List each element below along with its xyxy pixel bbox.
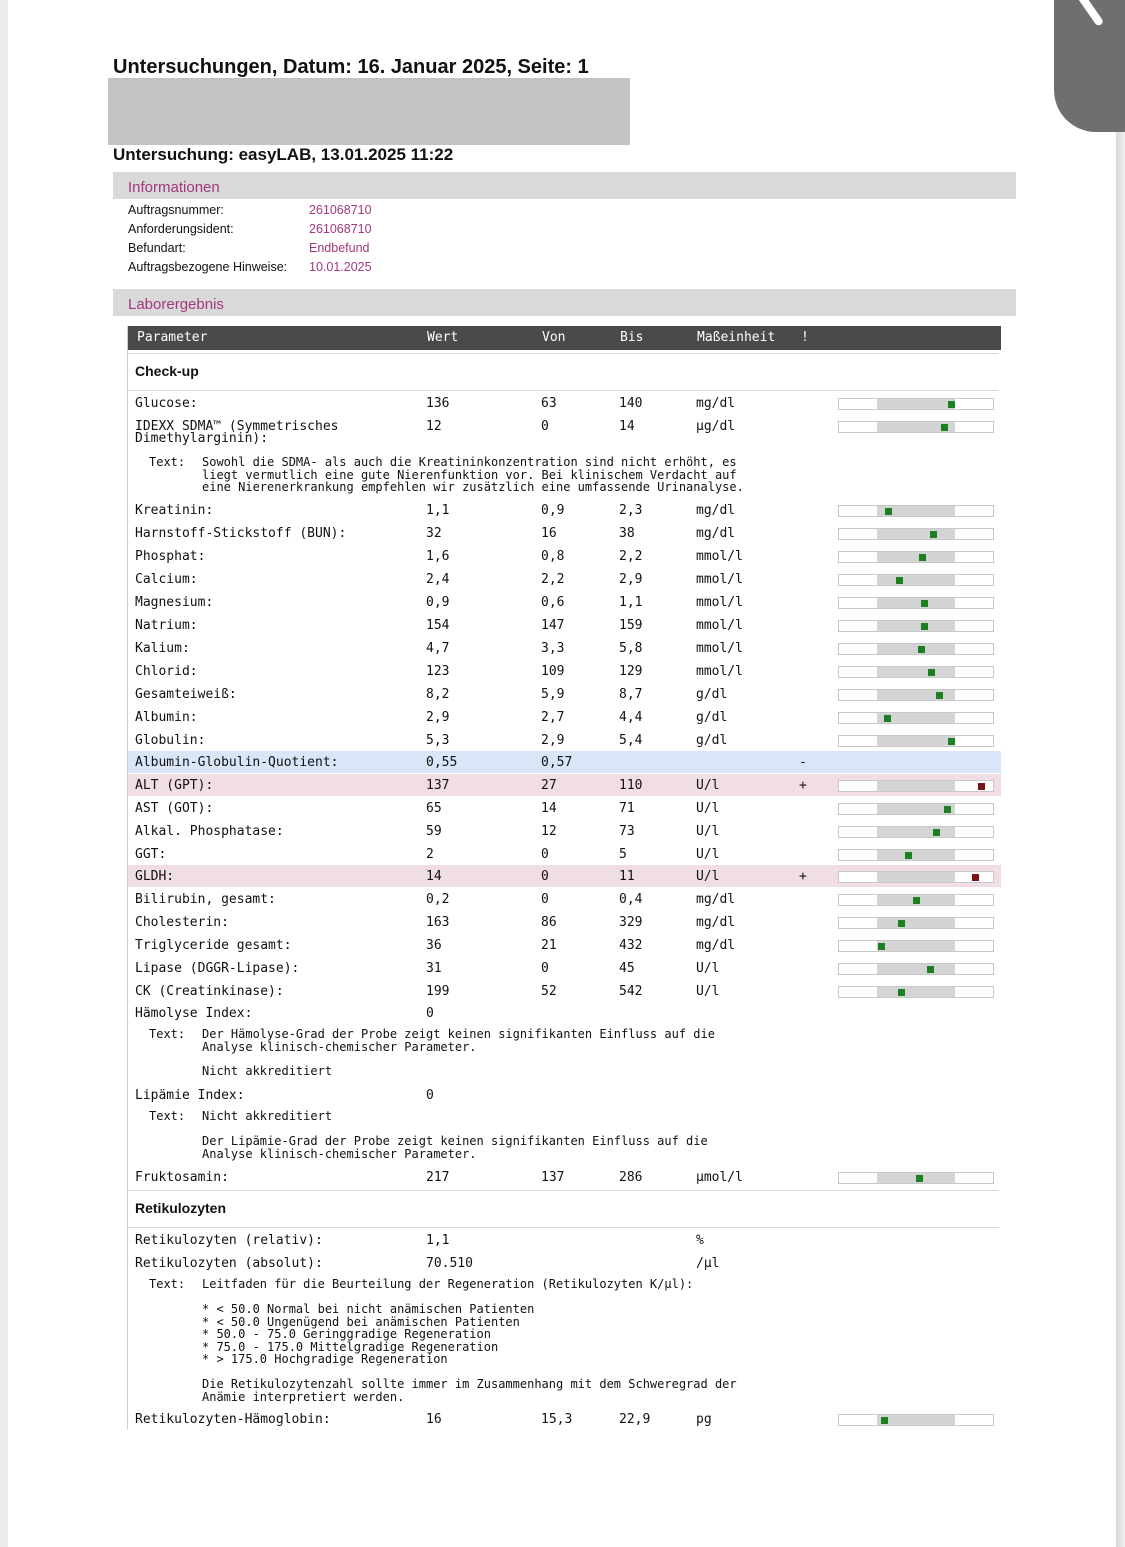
range-bar bbox=[838, 551, 994, 563]
param-min: 63 bbox=[541, 396, 557, 411]
param-value: 70.510 bbox=[426, 1256, 473, 1271]
param-name: ALT (GPT): bbox=[135, 778, 214, 793]
range-bar-normal-zone bbox=[877, 598, 955, 608]
param-name: Phosphat: bbox=[135, 549, 206, 564]
param-name: Cholesterin: bbox=[135, 915, 229, 930]
lab-section-title: Laborergebnis bbox=[128, 296, 224, 313]
note-lipaemie: Der Lipämie-Grad der Probe zeigt keinen signifikanten Einfluss auf die Analyse klinisch-chemischer Parameter. bbox=[202, 1134, 708, 1161]
range-bar bbox=[838, 666, 994, 678]
table-row bbox=[128, 683, 1001, 705]
param-min: 0 bbox=[541, 892, 549, 907]
info-label: Auftragsbezogene Hinweise: bbox=[128, 260, 288, 274]
table-row bbox=[128, 545, 1001, 567]
range-marker bbox=[905, 852, 912, 859]
param-max: 432 bbox=[619, 938, 643, 953]
range-marker bbox=[936, 692, 943, 699]
range-bar-normal-zone bbox=[877, 575, 955, 585]
param-name: Alkal. Phosphatase: bbox=[135, 824, 284, 839]
param-value: 0 bbox=[426, 1006, 434, 1021]
col-einheit: Maßeinheit bbox=[697, 330, 776, 345]
param-name: Fruktosamin: bbox=[135, 1170, 229, 1185]
col-wert: Wert bbox=[427, 330, 459, 345]
param-min: 0,9 bbox=[541, 503, 565, 518]
table-row bbox=[128, 392, 1001, 414]
note-retik-list: * < 50.0 Normal bei nicht anämischen Patienten * < 50.0 Ungenügend bei anämischen Patienten * 50.0 - 75.0 Geringgradige Regeneration * 75.0 - 175.0 Mittelgradige Regeneration * > 175.0 Hochgradige Regeneration bbox=[202, 1302, 535, 1366]
info-label: Befundart: bbox=[128, 241, 186, 255]
table-row bbox=[128, 865, 1001, 887]
param-min: 86 bbox=[541, 915, 557, 930]
param-name: Natrium: bbox=[135, 618, 198, 633]
param-unit: U/l bbox=[696, 801, 720, 816]
param-min: 2,7 bbox=[541, 710, 565, 725]
col-von: Von bbox=[542, 330, 566, 345]
param-value: 137 bbox=[426, 778, 450, 793]
range-bar bbox=[838, 826, 994, 838]
param-max: 286 bbox=[619, 1170, 643, 1185]
param-value: 199 bbox=[426, 984, 450, 999]
range-marker bbox=[898, 920, 905, 927]
range-bar-normal-zone bbox=[877, 987, 955, 997]
param-max: 71 bbox=[619, 801, 635, 816]
param-unit: mg/dl bbox=[696, 892, 736, 907]
table-row bbox=[128, 499, 1001, 521]
table-row bbox=[128, 1408, 1001, 1430]
lab-results-table bbox=[127, 326, 1001, 1430]
param-name: Albumin: bbox=[135, 710, 198, 725]
note-sdma: Sowohl die SDMA- als auch die Kreatininkonzentration sind nicht erhöht, es liegt vermutlich eine gute Nierenfunktion vor. Bei klinischem Verdacht auf eine Nierenerkrankung empfehlen wir zusätzlich eine umfassende Urinanalyse. bbox=[202, 455, 744, 494]
param-unit: % bbox=[696, 1233, 704, 1248]
param-value: 12 bbox=[426, 419, 442, 434]
param-value: 1,1 bbox=[426, 503, 450, 518]
param-max: 140 bbox=[619, 396, 643, 411]
param-unit: U/l bbox=[696, 778, 720, 793]
group-check-up bbox=[128, 353, 999, 391]
corner-overlay bbox=[1054, 0, 1125, 132]
param-name: Gesamteiweiß: bbox=[135, 687, 237, 702]
range-marker bbox=[927, 966, 934, 973]
param-unit: mg/dl bbox=[696, 503, 736, 518]
range-bar bbox=[838, 505, 994, 517]
range-bar-normal-zone bbox=[877, 552, 955, 562]
param-name: IDEXX SDMA™ (Symmetrisches bbox=[135, 419, 339, 434]
range-bar bbox=[838, 780, 994, 792]
param-name-cont: Dimethylarginin): bbox=[135, 431, 269, 446]
param-max: 8,7 bbox=[619, 687, 643, 702]
col-parameter: Parameter bbox=[137, 330, 208, 345]
param-name: Retikulozyten-Hämoglobin: bbox=[135, 1412, 331, 1427]
param-flag: - bbox=[799, 755, 807, 770]
param-min: 12 bbox=[541, 824, 557, 839]
param-name: Globulin: bbox=[135, 733, 206, 748]
info-value: 261068710 bbox=[309, 203, 372, 217]
range-bar-normal-zone bbox=[877, 399, 955, 409]
param-value: 163 bbox=[426, 915, 450, 930]
table-row bbox=[128, 1166, 1001, 1188]
param-min: 0,8 bbox=[541, 549, 565, 564]
param-flag: + bbox=[799, 778, 807, 793]
note-label: Text: bbox=[149, 1277, 186, 1291]
param-name: Calcium: bbox=[135, 572, 198, 587]
param-unit: g/dl bbox=[696, 733, 728, 748]
param-unit: µg/dl bbox=[696, 419, 736, 434]
range-bar bbox=[838, 871, 994, 883]
range-bar bbox=[838, 398, 994, 410]
table-row bbox=[128, 1002, 1001, 1024]
param-min: 21 bbox=[541, 938, 557, 953]
table-row bbox=[128, 911, 1001, 933]
range-bar bbox=[838, 689, 994, 701]
range-bar-normal-zone bbox=[877, 667, 955, 677]
param-unit: mg/dl bbox=[696, 396, 736, 411]
param-value: 14 bbox=[426, 869, 442, 884]
range-bar-normal-zone bbox=[877, 872, 955, 882]
note-label: Text: bbox=[149, 1109, 186, 1123]
param-unit: g/dl bbox=[696, 687, 728, 702]
range-bar bbox=[838, 597, 994, 609]
table-row bbox=[128, 797, 1001, 819]
param-value: 59 bbox=[426, 824, 442, 839]
range-marker bbox=[884, 715, 891, 722]
param-max: 329 bbox=[619, 915, 643, 930]
range-bar bbox=[838, 620, 994, 632]
param-unit: mmol/l bbox=[696, 664, 743, 679]
range-bar bbox=[838, 574, 994, 586]
param-min: 137 bbox=[541, 1170, 565, 1185]
range-bar bbox=[838, 735, 994, 747]
range-bar bbox=[838, 917, 994, 929]
param-min: 0 bbox=[541, 419, 549, 434]
param-min: 0 bbox=[541, 869, 549, 884]
param-name: Harnstoff-Stickstoff (BUN): bbox=[135, 526, 347, 541]
range-bar-normal-zone bbox=[877, 781, 955, 791]
range-marker bbox=[881, 1417, 888, 1424]
param-value: 2,9 bbox=[426, 710, 450, 725]
table-row bbox=[128, 957, 1001, 979]
param-value: 2,4 bbox=[426, 572, 450, 587]
param-value: 0,55 bbox=[426, 755, 458, 770]
table-row bbox=[128, 637, 1001, 659]
table-row bbox=[128, 1252, 1001, 1274]
param-value: 0,9 bbox=[426, 595, 450, 610]
param-value: 32 bbox=[426, 526, 442, 541]
param-min: 0,6 bbox=[541, 595, 565, 610]
param-max: 2,9 bbox=[619, 572, 643, 587]
note-retik-end: Die Retikulozytenzahl sollte immer im Zusammenhang mit dem Schweregrad der Anämie interpretiert werden. bbox=[202, 1377, 737, 1404]
table-row bbox=[128, 980, 1001, 1002]
range-marker bbox=[878, 943, 885, 950]
range-bar-normal-zone bbox=[877, 690, 955, 700]
param-name: Glucose: bbox=[135, 396, 198, 411]
range-bar-normal-zone bbox=[877, 850, 955, 860]
param-name: Bilirubin, gesamt: bbox=[135, 892, 276, 907]
info-value: Endbefund bbox=[309, 241, 370, 255]
table-header bbox=[128, 326, 1001, 350]
range-bar bbox=[838, 1172, 994, 1184]
param-name: CK (Creatinkinase): bbox=[135, 984, 284, 999]
param-max: 11 bbox=[619, 869, 635, 884]
param-max: 2,2 bbox=[619, 549, 643, 564]
param-unit: U/l bbox=[696, 869, 720, 884]
param-unit: U/l bbox=[696, 824, 720, 839]
param-max: 5 bbox=[619, 847, 627, 862]
param-max: 4,4 bbox=[619, 710, 643, 725]
param-value: 0,2 bbox=[426, 892, 450, 907]
table-row bbox=[128, 888, 1001, 910]
table-row bbox=[128, 1229, 1001, 1251]
range-marker bbox=[896, 577, 903, 584]
param-unit: mmol/l bbox=[696, 618, 743, 633]
table-row bbox=[128, 568, 1001, 590]
range-marker bbox=[918, 646, 925, 653]
lab-section-bar bbox=[113, 289, 1016, 316]
param-name: Chlorid: bbox=[135, 664, 198, 679]
range-bar bbox=[838, 940, 994, 952]
note-label: Text: bbox=[149, 1027, 186, 1041]
table-row bbox=[128, 843, 1001, 865]
range-bar bbox=[838, 528, 994, 540]
range-bar bbox=[838, 1414, 994, 1426]
range-bar-normal-zone bbox=[877, 964, 955, 974]
range-bar-normal-zone bbox=[877, 1415, 955, 1425]
param-name: GGT: bbox=[135, 847, 167, 862]
param-max: 38 bbox=[619, 526, 635, 541]
table-row bbox=[128, 934, 1001, 956]
range-marker bbox=[921, 623, 928, 630]
table-row bbox=[128, 706, 1001, 728]
range-bar bbox=[838, 803, 994, 815]
param-unit: U/l bbox=[696, 847, 720, 862]
info-value: 261068710 bbox=[309, 222, 372, 236]
range-marker bbox=[933, 829, 940, 836]
info-section-title: Informationen bbox=[128, 179, 220, 196]
param-name: Albumin-Globulin-Quotient: bbox=[135, 755, 339, 770]
param-min: 5,9 bbox=[541, 687, 565, 702]
range-marker bbox=[930, 531, 937, 538]
param-name: Hämolyse Index: bbox=[135, 1006, 253, 1021]
table-row bbox=[128, 1084, 1001, 1106]
param-min: 2,9 bbox=[541, 733, 565, 748]
range-bar bbox=[838, 849, 994, 861]
param-name: Retikulozyten (relativ): bbox=[135, 1233, 323, 1248]
table-row bbox=[128, 729, 1001, 751]
note-haemolyse-akk: Nicht akkreditiert bbox=[202, 1064, 333, 1078]
note-retik-intro: Leitfaden für die Beurteilung der Regeneration (Retikulozyten K/µl): bbox=[202, 1277, 694, 1291]
table-row bbox=[128, 751, 1001, 773]
group-title: Retikulozyten bbox=[135, 1200, 227, 1216]
range-marker bbox=[913, 897, 920, 904]
range-bar bbox=[838, 963, 994, 975]
param-value: 31 bbox=[426, 961, 442, 976]
group-title: Check-up bbox=[135, 363, 199, 379]
range-bar-normal-zone bbox=[877, 529, 955, 539]
param-value: 4,7 bbox=[426, 641, 450, 656]
info-value: 10.01.2025 bbox=[309, 260, 372, 274]
param-max: 0,4 bbox=[619, 892, 643, 907]
param-value: 16 bbox=[426, 1412, 442, 1427]
range-bar-normal-zone bbox=[877, 621, 955, 631]
param-name: Kreatinin: bbox=[135, 503, 214, 518]
param-unit: mg/dl bbox=[696, 915, 736, 930]
page-title: Untersuchungen, Datum: 16. Januar 2025, Seite: 1 bbox=[113, 56, 589, 78]
range-bar-normal-zone bbox=[877, 736, 955, 746]
note-haemolyse: Der Hämolyse-Grad der Probe zeigt keinen signifikanten Einfluss auf die Analyse klinisch-chemischer Parameter. bbox=[202, 1027, 715, 1054]
note-label: Text: bbox=[149, 455, 186, 469]
param-value: 0 bbox=[426, 1088, 434, 1103]
param-unit: mmol/l bbox=[696, 595, 743, 610]
param-max: 1,1 bbox=[619, 595, 643, 610]
param-name: GLDH: bbox=[135, 869, 175, 884]
param-name: Magnesium: bbox=[135, 595, 214, 610]
param-min: 0,57 bbox=[541, 755, 573, 770]
range-marker bbox=[948, 401, 955, 408]
exam-title: Untersuchung: easyLAB, 13.01.2025 11:22 bbox=[113, 145, 454, 164]
param-unit: mmol/l bbox=[696, 572, 743, 587]
range-bar bbox=[838, 421, 994, 433]
param-min: 0 bbox=[541, 847, 549, 862]
note-lipaemie-akk: Nicht akkreditiert bbox=[202, 1109, 333, 1123]
param-max: 22,9 bbox=[619, 1412, 651, 1427]
page-edge-shadow bbox=[1116, 0, 1125, 1547]
param-value: 65 bbox=[426, 801, 442, 816]
range-bar-normal-zone bbox=[877, 827, 955, 837]
table-row bbox=[128, 660, 1001, 682]
range-bar-normal-zone bbox=[877, 918, 955, 928]
range-marker bbox=[919, 554, 926, 561]
range-marker bbox=[898, 989, 905, 996]
range-marker bbox=[916, 1175, 923, 1182]
param-max: 110 bbox=[619, 778, 643, 793]
param-min: 16 bbox=[541, 526, 557, 541]
param-max: 159 bbox=[619, 618, 643, 633]
range-bar bbox=[838, 643, 994, 655]
param-name: Kalium: bbox=[135, 641, 190, 656]
param-value: 36 bbox=[426, 938, 442, 953]
param-unit: /µl bbox=[696, 1256, 720, 1271]
param-unit: mg/dl bbox=[696, 526, 736, 541]
param-unit: pg bbox=[696, 1412, 712, 1427]
group-retikulozyten bbox=[128, 1190, 999, 1228]
param-value: 1,6 bbox=[426, 549, 450, 564]
param-unit: µmol/l bbox=[696, 1170, 743, 1185]
param-value: 1,1 bbox=[426, 1233, 450, 1248]
info-label: Anforderungsident: bbox=[128, 222, 234, 236]
param-max: 542 bbox=[619, 984, 643, 999]
table-row bbox=[128, 591, 1001, 613]
param-min: 15,3 bbox=[541, 1412, 573, 1427]
param-unit: U/l bbox=[696, 984, 720, 999]
param-unit: mg/dl bbox=[696, 938, 736, 953]
param-value: 154 bbox=[426, 618, 450, 633]
range-marker bbox=[948, 738, 955, 745]
range-marker bbox=[941, 424, 948, 431]
col-flag: ! bbox=[801, 330, 809, 345]
param-max: 45 bbox=[619, 961, 635, 976]
range-bar bbox=[838, 712, 994, 724]
param-unit: U/l bbox=[696, 961, 720, 976]
param-max: 129 bbox=[619, 664, 643, 679]
param-unit: mmol/l bbox=[696, 641, 743, 656]
param-min: 27 bbox=[541, 778, 557, 793]
range-bar bbox=[838, 894, 994, 906]
param-min: 2,2 bbox=[541, 572, 565, 587]
param-value: 2 bbox=[426, 847, 434, 862]
param-min: 52 bbox=[541, 984, 557, 999]
param-min: 0 bbox=[541, 961, 549, 976]
table-row bbox=[128, 774, 1001, 796]
param-value: 123 bbox=[426, 664, 450, 679]
info-section-bar bbox=[113, 172, 1016, 199]
range-bar-normal-zone bbox=[877, 644, 955, 654]
param-max: 14 bbox=[619, 419, 635, 434]
range-marker bbox=[978, 783, 985, 790]
table-row bbox=[128, 820, 1001, 842]
param-value: 8,2 bbox=[426, 687, 450, 702]
param-unit: mmol/l bbox=[696, 549, 743, 564]
table-row bbox=[128, 614, 1001, 636]
param-value: 5,3 bbox=[426, 733, 450, 748]
param-unit: g/dl bbox=[696, 710, 728, 725]
range-bar bbox=[838, 986, 994, 998]
redacted-block bbox=[108, 78, 630, 145]
range-bar-normal-zone bbox=[877, 941, 955, 951]
param-value: 136 bbox=[426, 396, 450, 411]
range-marker bbox=[944, 806, 951, 813]
range-marker bbox=[921, 600, 928, 607]
param-name: Triglyceride gesamt: bbox=[135, 938, 292, 953]
range-marker bbox=[928, 669, 935, 676]
range-marker bbox=[885, 508, 892, 515]
param-name: AST (GOT): bbox=[135, 801, 214, 816]
table-row bbox=[128, 522, 1001, 544]
col-bis: Bis bbox=[620, 330, 644, 345]
info-label: Auftragsnummer: bbox=[128, 203, 224, 217]
param-min: 109 bbox=[541, 664, 565, 679]
param-flag: + bbox=[799, 869, 807, 884]
param-min: 147 bbox=[541, 618, 565, 633]
param-max: 73 bbox=[619, 824, 635, 839]
table-row bbox=[128, 415, 1001, 446]
range-marker bbox=[972, 874, 979, 881]
param-max: 5,8 bbox=[619, 641, 643, 656]
param-max: 2,3 bbox=[619, 503, 643, 518]
param-min: 3,3 bbox=[541, 641, 565, 656]
param-name: Lipase (DGGR-Lipase): bbox=[135, 961, 300, 976]
param-name: Retikulozyten (absolut): bbox=[135, 1256, 323, 1271]
param-max: 5,4 bbox=[619, 733, 643, 748]
param-value: 217 bbox=[426, 1170, 450, 1185]
param-name: Lipämie Index: bbox=[135, 1088, 245, 1103]
param-min: 14 bbox=[541, 801, 557, 816]
